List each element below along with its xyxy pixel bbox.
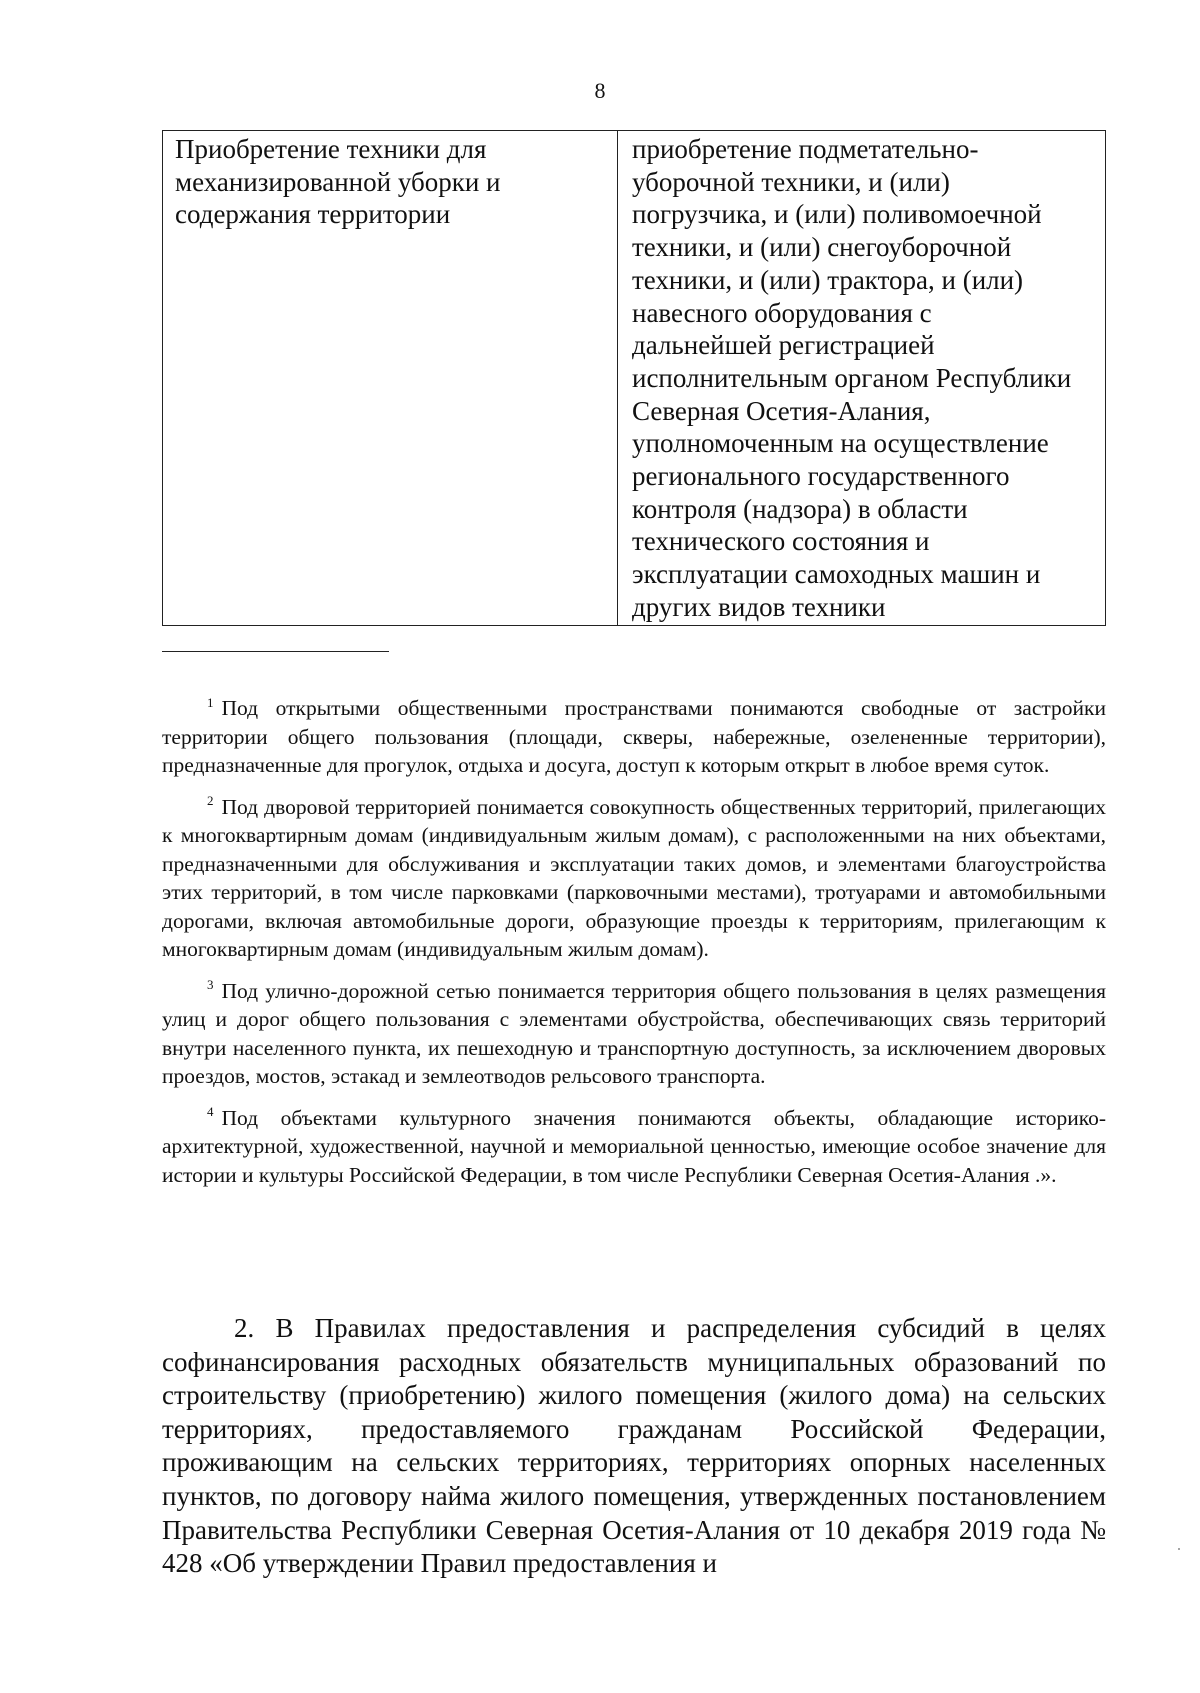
measures-table [162,130,1106,626]
table-cell-measure-name: Приобретение техники для механизированной уборки и содержания территории [163,131,618,625]
footnote-text: Под улично-дорожной сетью понимается территория общего пользования в целях размещения улиц и дорог общего пользования с элементами обустройства, обеспечивающих связь территорий внутри населенного пункта, их пешеходную и транспортную доступность, за исключением дворовых проездов, мостов, эстакад и землеотводов рельсового транспорта. [162,978,1106,1088]
footnote-mark: 2 [207,793,214,809]
scan-artifact [1178,1548,1180,1550]
footnote-text: Под дворовой территорией понимается совокупность общественных территорий, прилегающих к многоквартирным домам (индивидуальным жилым домам), с расположенными на них объектами, предназначенными для обслуживания и эксплуатации таких домов, и элементами благоустройства этих территорий, в том числе парковками (парковочными местами), тротуарами и автомобильными дорогами, включая автомобильные дороги, образующие проезды к территориям, прилегающим к многоквартирным домам (индивидуальным жилым домам). [162,794,1106,961]
page-number: 8 [594,78,606,103]
footnote [162,977,1106,1091]
footnote [162,1104,1106,1190]
footnote-text: Под объектами культурного значения понимаются объекты, обладающие историко-архитектурной, художественной, научной и мемориальной ценностью, имеющие особое значение для истории и культуры Российской Федерации, в том числе Республики Северная Осетия-Алания .». [162,1105,1106,1187]
footnote-mark: 1 [207,694,214,710]
footnote [162,793,1106,964]
footnote-separator [162,651,389,652]
footnote [162,694,1106,780]
footnote-mark: 4 [207,1104,214,1120]
footnotes [162,694,1106,1202]
main-paragraph: 2. В Правилах предоставления и распределения субсидий в целях софинансирования расходных обязательств муниципальных образований по строительству (приобретению) жилого помещения (жилого дома) на сельских территориях, предоставляемого гражданам Российской Федерации, проживающим на сельских территориях, территориях опорных населенных пунктов, по договору найма жилого помещения, утвержденных постановлением Правительства Республики Северная Осетия-Алания от 10 декабря 2019 года № 428 «Об утверждении Правил предоставления и [162,1313,1106,1579]
table-cell-measure-description: приобретение подметательно- уборочной техники, и (или) погрузчика, и (или) поливомоечной техники, и (или) снегоуборочной техники, и (или) трактора, и (или) навесного оборудования с дальнейшей регистрацией исполнительным органом Республики Северная Осетия-Алания, уполномоченным на осуществление регионального государственного контроля (надзора) в области технического состояния и эксплуатации самоходных машин и других видов техники [632,134,1072,622]
footnote-mark: 3 [207,977,214,993]
footnote-text: Под открытыми общественными пространствами понимаются свободные от застройки территории общего пользования (площади, скверы, набережные, озелененные территории), предназначенные для прогулок, отдыха и досуга, доступ к которым открыт в любое время суток. [162,696,1106,777]
